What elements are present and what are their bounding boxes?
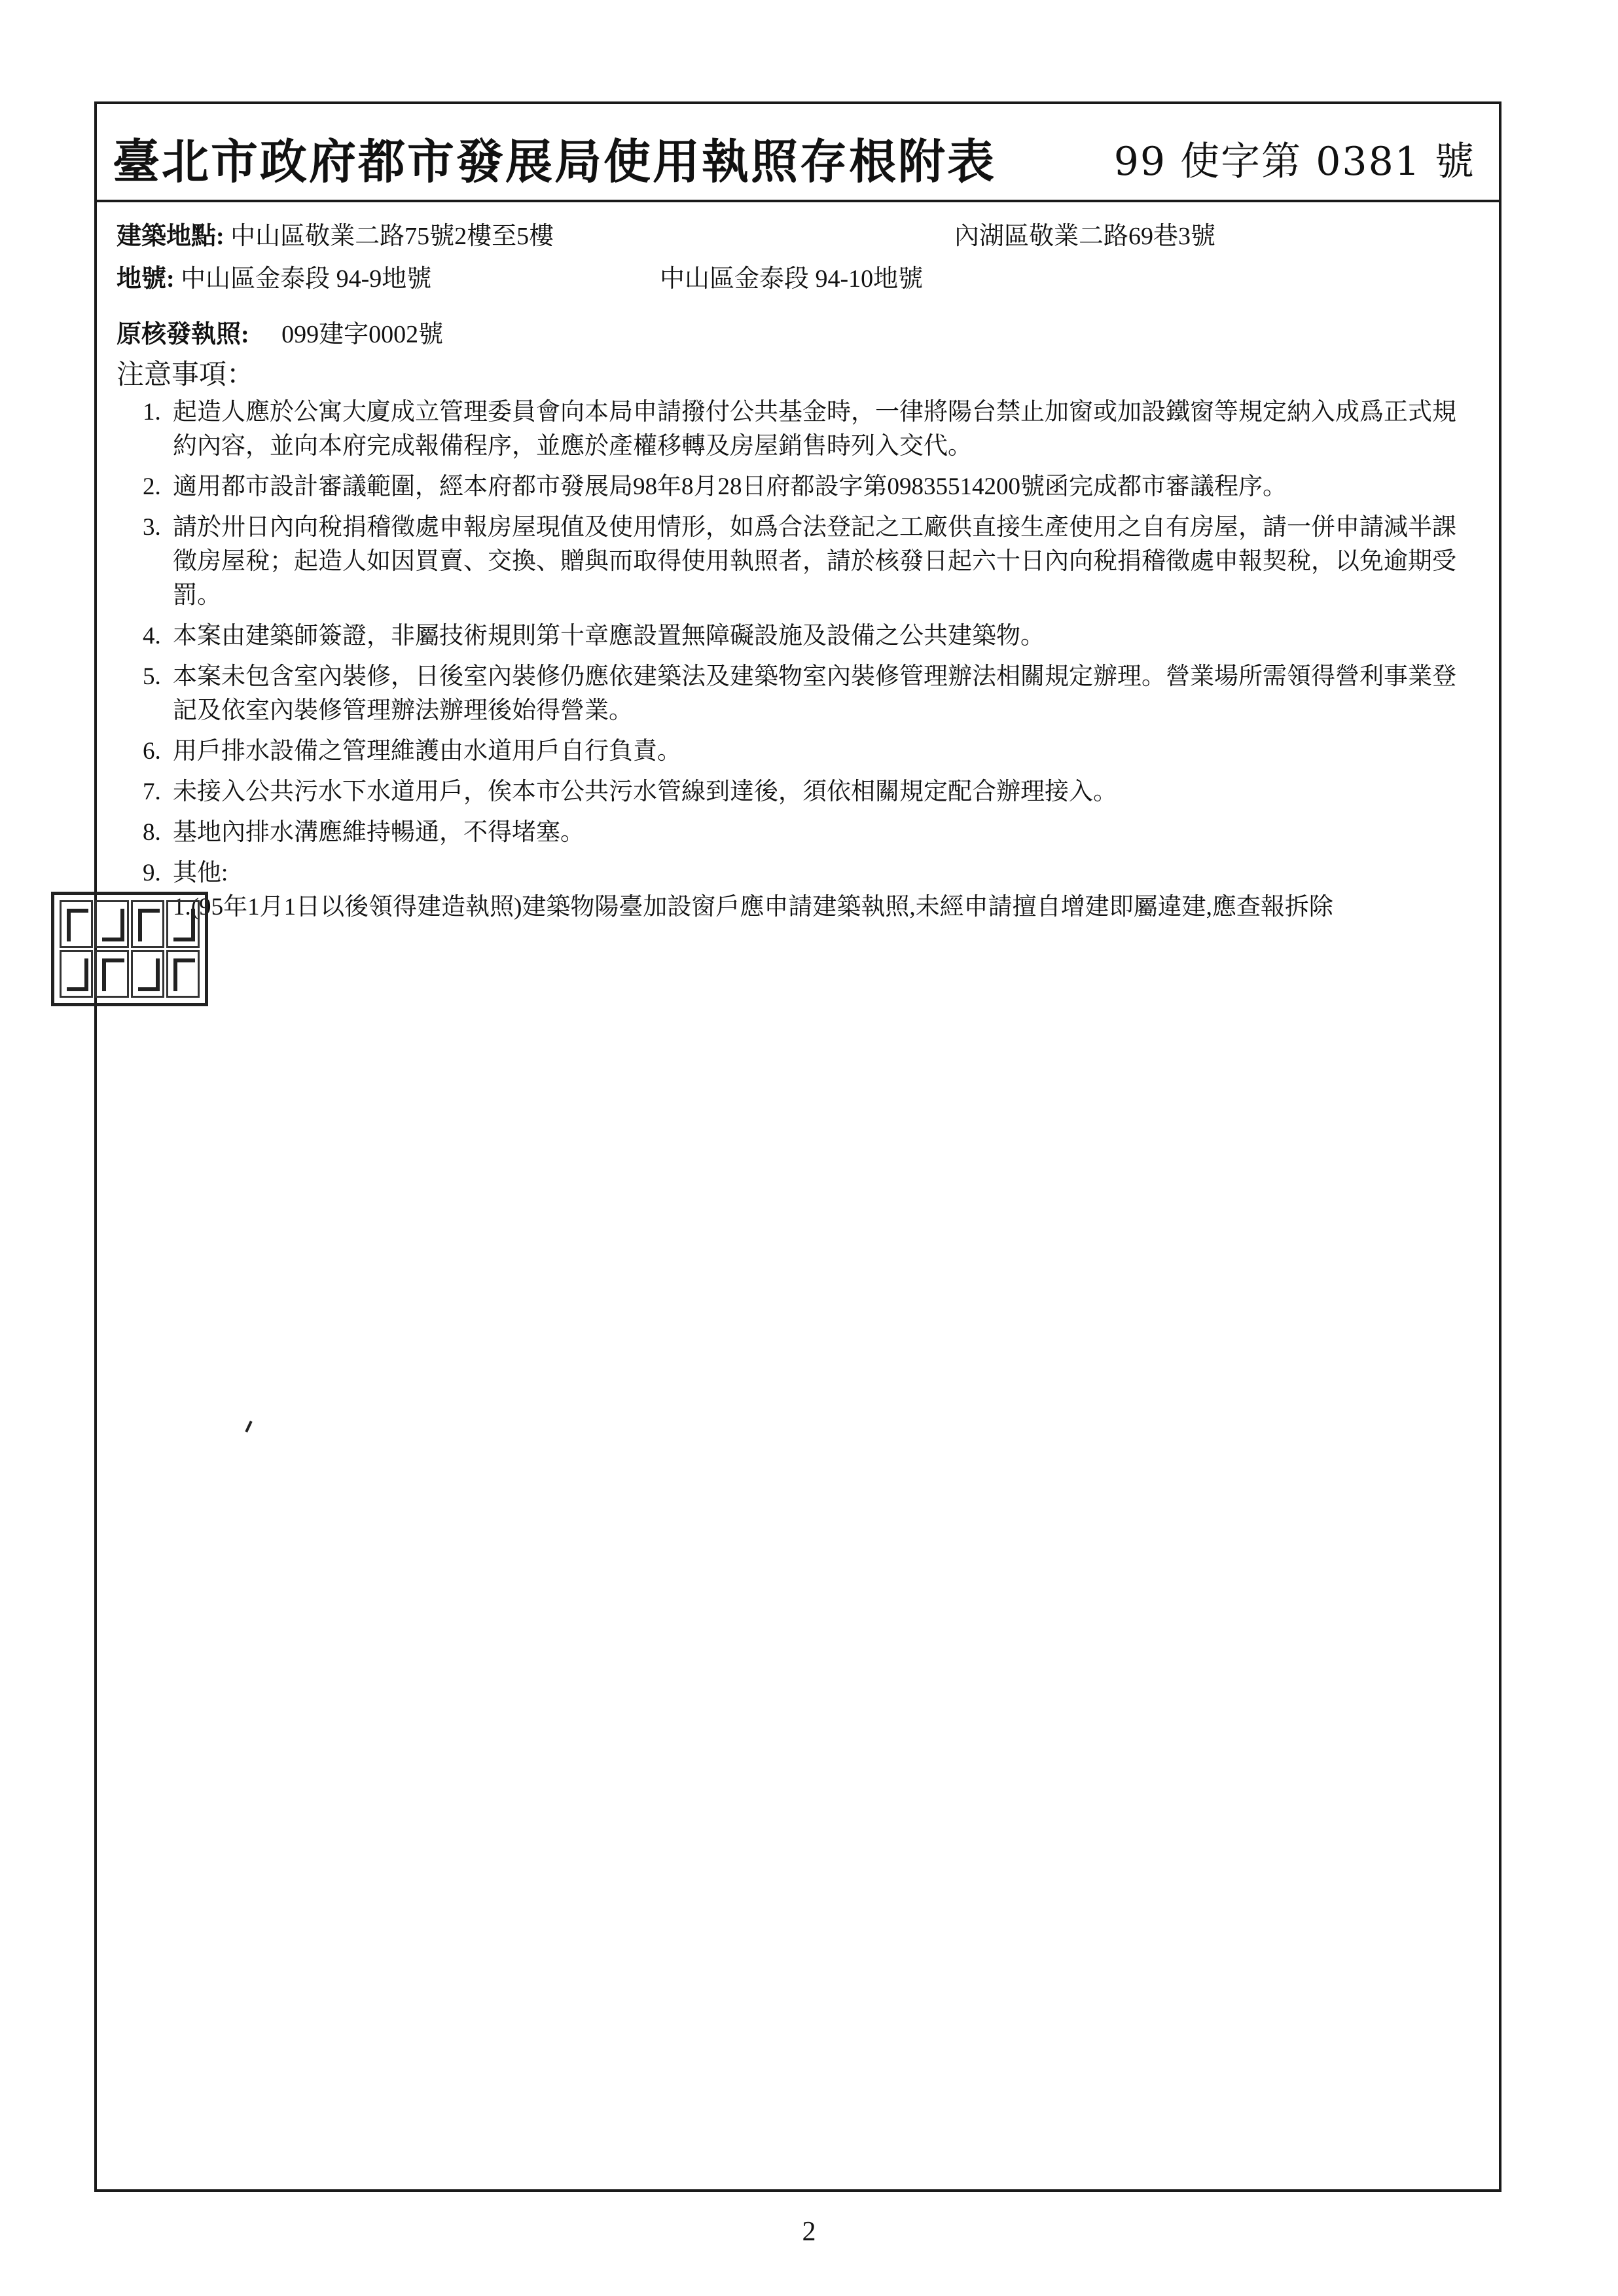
license-value: 099建字0002號: [281, 321, 444, 348]
document-frame: [94, 101, 1501, 2192]
note-text: 本案由建築師簽證，非屬技術規則第十章應設置無障礙設施及設備之公共建築物。: [173, 623, 1045, 649]
seal-glyph: [131, 950, 164, 998]
note-subitem: 1.(95年1月1日以後領得建造執照)建築物陽臺加設窗戶應申請建築執照,未經申請擅自增建即屬違建,應查報拆除: [173, 894, 1333, 920]
note-number: 8.: [143, 819, 161, 846]
seal-glyph-grid: [60, 900, 200, 998]
note-number: 7.: [143, 778, 161, 805]
seal-glyph: [95, 950, 128, 998]
notes-title: 注意事項：: [117, 358, 255, 390]
note-item: [143, 470, 1478, 504]
note-text: 基地內排水溝應維持暢通，不得堵塞。: [173, 819, 584, 846]
seal-glyph: [60, 950, 93, 998]
note-number: 9.: [143, 860, 161, 886]
note-text: 適用都市設計審議範圍，經本府都市發展局98年8月28日府都設字第09835514200號函完成都市審議程序。: [173, 473, 1287, 500]
note-item: [143, 775, 1478, 809]
note-text: 起造人應於公寓大廈成立管理委員會向本局申請撥付公共基金時，一律將陽台禁止加窗或加設鐵窗等規定納入成爲正式規約內容，並向本府完成報備程序，並應於產權移轉及房屋銷售時列入交代。: [173, 399, 1456, 460]
lot-value: 中山區金泰段 94-9地號: [181, 265, 432, 293]
lot-label: 地號:: [117, 265, 175, 293]
note-number: 6.: [143, 738, 161, 765]
location-value: 中山區敬業二路75號2樓至5樓: [230, 223, 554, 250]
location-row: [117, 215, 554, 251]
location-value-2: 內湖區敬業二路69巷3號: [954, 223, 1216, 250]
note-text: 請於卅日內向稅捐稽徵處申報房屋現值及使用情形，如爲合法登記之工廠供直接生產使用之自有房屋，請一併申請減半課徵房屋稅；起造人如因買賣、交換、贈與而取得使用執照者，請於核發日起六十日內向稅捐稽徵處申報契稅，以免逾期受罰。: [173, 514, 1456, 609]
seal-glyph: [60, 900, 93, 948]
header: [97, 104, 1499, 202]
official-seal-stamp: [51, 892, 208, 1006]
note-text: 其他:: [173, 860, 228, 886]
note-text: 用戶排水設備之管理維護由水道用戶自行負責。: [173, 738, 681, 765]
note-item: [143, 660, 1478, 728]
note-text: 本案未包含室內裝修，日後室內裝修仍應依建築法及建築物室內裝修管理辦法相關規定辦理。營業場所需領得營利事業登記及依室內裝修管理辦法辦理後始得營業。: [173, 663, 1456, 724]
seal-glyph: [95, 900, 128, 948]
license-label: 原核發執照:: [117, 321, 249, 348]
lot-row: [117, 258, 431, 294]
note-number: 2.: [143, 473, 161, 500]
page-number: 2: [802, 2217, 816, 2247]
note-item: [143, 395, 1478, 464]
note-number: 1.: [143, 399, 161, 426]
notes-list: [143, 395, 1478, 931]
note-number: 3.: [143, 514, 161, 541]
note-item: [143, 816, 1478, 850]
seal-glyph: [131, 900, 164, 948]
note-text: 未接入公共污水下水道用戶，俟本市公共污水管線到達後，須依相關規定配合辦理接入。: [173, 778, 1117, 805]
note-item: [143, 735, 1478, 769]
license-number: 99 使字第 0381 號: [1113, 139, 1475, 185]
seal-glyph: [166, 950, 200, 998]
location-label: 建築地點:: [117, 223, 225, 250]
note-item: [143, 619, 1478, 653]
document-title: 臺北市政府都市發展局使用執照存根附表: [113, 134, 997, 189]
note-number: 4.: [143, 623, 161, 649]
note-item: [143, 856, 1478, 924]
note-item: [143, 511, 1478, 613]
license-row: [117, 314, 443, 350]
note-number: 5.: [143, 663, 161, 690]
lot-value-2: 中山區金泰段 94-10地號: [660, 265, 924, 293]
seal-glyph: [166, 900, 200, 948]
